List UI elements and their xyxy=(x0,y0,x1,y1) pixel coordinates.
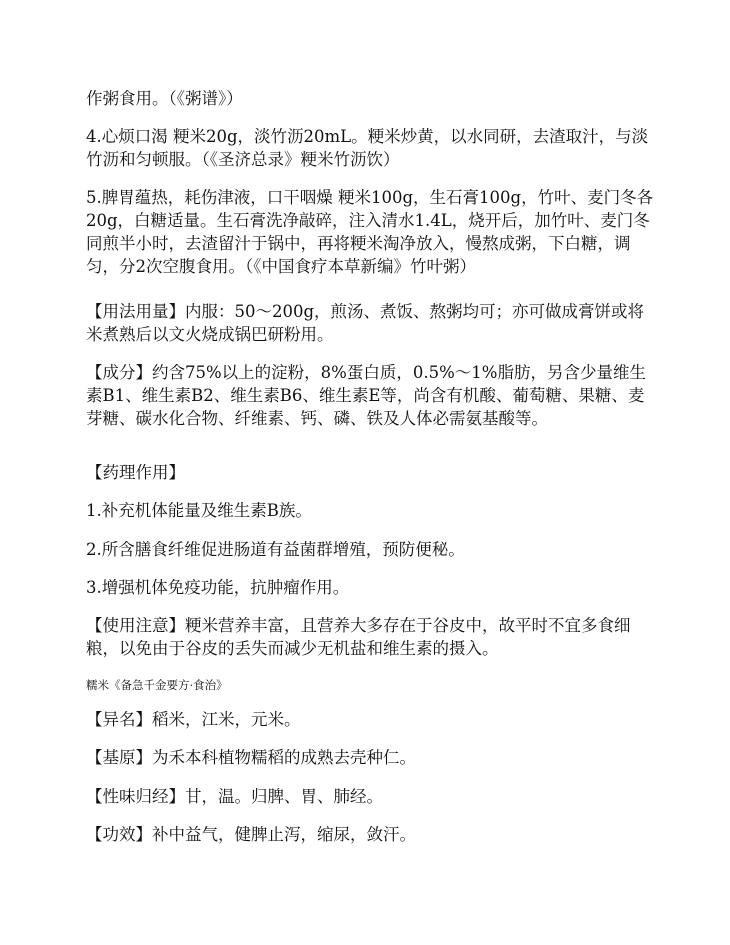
paragraph-dosage: 【用法用量】内服：50～200g，煎汤、煮饭、熬粥均可；亦可做成膏饼或将米煮熟后以文火烧成锅巴研粉用。 xyxy=(86,302,645,344)
paragraph-caution: 【使用注意】粳米营养丰富，且营养大多存在于谷皮中，故平时不宜多食细粮，以免由于谷皮的丢失而减少无机盐和维生素的摄入。 xyxy=(86,616,631,658)
heading-pharmacology: 【药理作用】 xyxy=(86,463,185,482)
paragraph-zhoupu-end: 作粥食用。（《粥谱》） xyxy=(86,89,243,108)
paragraph-origin: 【基原】为禾本科植物糯稻的成熟去壳种仁。 xyxy=(86,748,416,767)
paragraph-pharmacology-1: 1.补充机体能量及维生素B族。 xyxy=(86,501,312,520)
paragraph-components: 【成分】约含75%以上的淀粉，8%蛋白质，0.5%～1%脂肪，另含少量维生素B1、维生素B2、维生素B6、维生素E等，尚含有机酸、葡萄糖、果糖、麦芽糖、碳水化合物、纤维素、钙、磷、铁及人体必需氨基酸等。 xyxy=(86,363,646,428)
paragraph-pharmacology-3: 3.增强机体免疫功能，抗肿瘤作用。 xyxy=(86,578,350,597)
section-heading-nuomi: 糯米《备急千金要方·食治》 xyxy=(86,678,228,692)
paragraph-efficacy: 【功效】补中益气，健脾止泻，缩尿，敛汗。 xyxy=(86,825,416,844)
paragraph-aliases: 【异名】稻米，江米，元米。 xyxy=(86,710,301,729)
paragraph-remedy-4: 4.心烦口渴 粳米20g，淡竹沥20mL。粳米炒黄，以水同研，去渣取汁，与淡竹沥和匀顿服。（《圣济总录》粳米竹沥饮） xyxy=(86,127,649,169)
paragraph-pharmacology-2: 2.所含膳食纤维促进肠道有益菌群增殖，预防便秘。 xyxy=(86,540,465,559)
paragraph-nature-meridian: 【性味归经】甘，温。归脾、胃、肺经。 xyxy=(86,787,383,806)
paragraph-remedy-5: 5.脾胃蕴热，耗伤津液，口干咽燥 粳米100g，生石膏100g，竹叶、麦门冬各20g，白糖适量。生石膏洗净敲碎，注入清水1.4L，烧开后，加竹叶、麦门冬同煎半小时，去渣留汁于锅中，再将粳米淘净放入，慢熬成粥，下白糖，调匀，分2次空腹食用。（《中国食疗本草新编》竹叶粥） xyxy=(86,188,654,276)
